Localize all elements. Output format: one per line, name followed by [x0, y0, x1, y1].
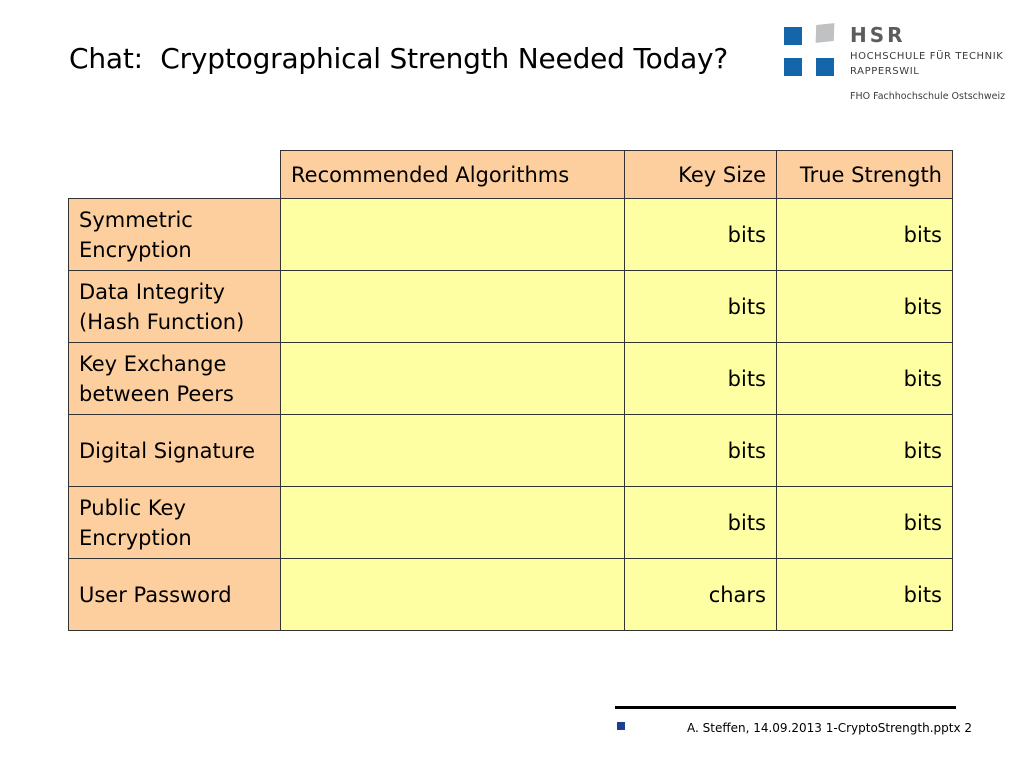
true-strength-cell: bits [777, 487, 953, 559]
logo-brand: HSR [850, 23, 906, 47]
logo-fho: FHO Fachhochschule Ostschweiz [850, 91, 1006, 102]
row-label: Public Key Encryption [69, 487, 281, 559]
true-strength-cell: bits [777, 343, 953, 415]
table-row [69, 199, 953, 271]
header-true-strength: True Strength [777, 151, 953, 199]
row-label: Symmetric Encryption [69, 199, 281, 271]
algorithms-cell[interactable] [281, 271, 625, 343]
key-size-cell: bits [625, 199, 777, 271]
logo-school-location: RAPPERSWIL [850, 66, 920, 77]
algorithms-cell[interactable] [281, 199, 625, 271]
true-strength-cell: bits [777, 199, 953, 271]
algorithms-cell[interactable] [281, 343, 625, 415]
algorithms-cell[interactable] [281, 415, 625, 487]
key-size-cell: bits [625, 415, 777, 487]
logo-square-icon [784, 27, 802, 45]
key-size-cell: bits [625, 271, 777, 343]
footer-text: A. Steffen, 14.09.2013 1-CryptoStrength.pptx 2 [687, 721, 972, 735]
key-size-cell: chars [625, 559, 777, 631]
logo-square-icon [816, 23, 835, 43]
table-row [69, 487, 953, 559]
footer-bullet-icon [617, 722, 625, 730]
true-strength-cell: bits [777, 271, 953, 343]
table-row [69, 343, 953, 415]
header-key-size: Key Size [625, 151, 777, 199]
true-strength-cell: bits [777, 559, 953, 631]
row-label: Key Exchange between Peers [69, 343, 281, 415]
table-corner-cell [69, 151, 281, 199]
key-size-cell: bits [625, 343, 777, 415]
row-label: Data Integrity (Hash Function) [69, 271, 281, 343]
crypto-strength-table [68, 150, 953, 631]
footer-divider [615, 706, 956, 709]
row-label: User Password [69, 559, 281, 631]
header-recommended-algorithms: Recommended Algorithms [281, 151, 625, 199]
true-strength-cell: bits [777, 415, 953, 487]
table-row [69, 415, 953, 487]
key-size-cell: bits [625, 487, 777, 559]
logo-school-name: HOCHSCHULE FÜR TECHNIK [850, 51, 1004, 62]
algorithms-cell[interactable] [281, 559, 625, 631]
logo-square-icon [816, 58, 834, 76]
hsr-logo [784, 24, 1019, 104]
table-row [69, 271, 953, 343]
row-label: Digital Signature [69, 415, 281, 487]
table-row [69, 559, 953, 631]
algorithms-cell[interactable] [281, 487, 625, 559]
logo-square-icon [784, 58, 802, 76]
slide-title: Chat: Cryptographical Strength Needed Today? [69, 42, 729, 75]
table-header-row [69, 151, 953, 199]
